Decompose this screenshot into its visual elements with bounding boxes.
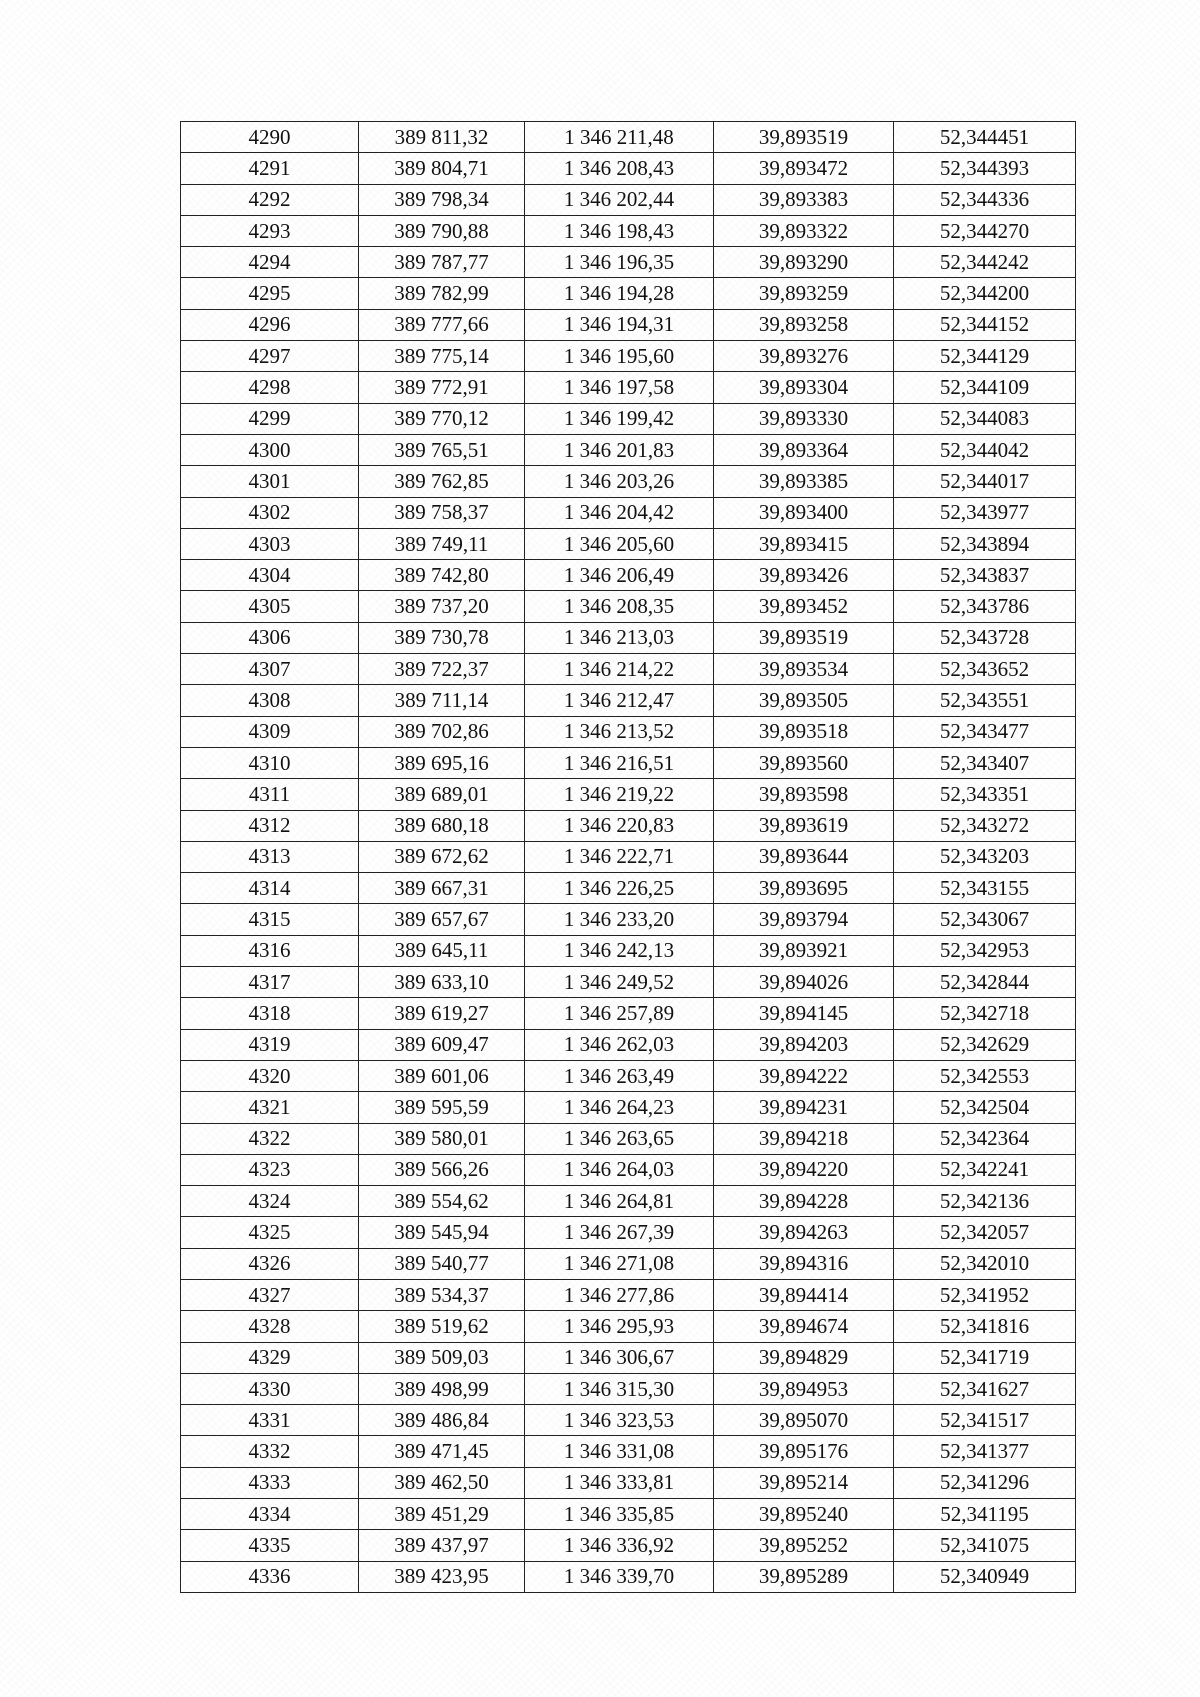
x-coordinate-cell: 389 758,37	[359, 497, 525, 528]
table-row	[181, 528, 1076, 559]
y-coordinate-cell: 1 346 219,22	[525, 779, 714, 810]
y-coordinate-cell: 1 346 263,49	[525, 1060, 714, 1091]
longitude-cell: 52,343652	[894, 654, 1076, 685]
point-number-cell: 4292	[181, 184, 359, 215]
x-coordinate-cell: 389 486,84	[359, 1405, 525, 1436]
latitude-cell: 39,893534	[714, 654, 894, 685]
latitude-cell: 39,894414	[714, 1279, 894, 1310]
latitude-cell: 39,893385	[714, 466, 894, 497]
table-row	[181, 1405, 1076, 1436]
x-coordinate-cell: 389 722,37	[359, 654, 525, 685]
point-number-cell: 4308	[181, 685, 359, 716]
x-coordinate-cell: 389 619,27	[359, 998, 525, 1029]
y-coordinate-cell: 1 346 306,67	[525, 1342, 714, 1373]
y-coordinate-cell: 1 346 208,35	[525, 591, 714, 622]
x-coordinate-cell: 389 498,99	[359, 1373, 525, 1404]
latitude-cell: 39,894231	[714, 1092, 894, 1123]
x-coordinate-cell: 389 777,66	[359, 309, 525, 340]
point-number-cell: 4320	[181, 1060, 359, 1091]
latitude-cell: 39,895070	[714, 1405, 894, 1436]
y-coordinate-cell: 1 346 213,52	[525, 716, 714, 747]
y-coordinate-cell: 1 346 194,28	[525, 278, 714, 309]
y-coordinate-cell: 1 346 208,43	[525, 153, 714, 184]
longitude-cell: 52,342010	[894, 1248, 1076, 1279]
table-row	[181, 1467, 1076, 1498]
y-coordinate-cell: 1 346 214,22	[525, 654, 714, 685]
point-number-cell: 4297	[181, 341, 359, 372]
x-coordinate-cell: 389 545,94	[359, 1217, 525, 1248]
table-row	[181, 779, 1076, 810]
longitude-cell: 52,344242	[894, 247, 1076, 278]
x-coordinate-cell: 389 554,62	[359, 1186, 525, 1217]
x-coordinate-cell: 389 702,86	[359, 716, 525, 747]
longitude-cell: 52,342241	[894, 1154, 1076, 1185]
point-number-cell: 4299	[181, 403, 359, 434]
table-row	[181, 904, 1076, 935]
x-coordinate-cell: 389 519,62	[359, 1311, 525, 1342]
table-row	[181, 153, 1076, 184]
y-coordinate-cell: 1 346 204,42	[525, 497, 714, 528]
point-number-cell: 4319	[181, 1029, 359, 1060]
latitude-cell: 39,894829	[714, 1342, 894, 1373]
point-number-cell: 4328	[181, 1311, 359, 1342]
x-coordinate-cell: 389 770,12	[359, 403, 525, 434]
latitude-cell: 39,893276	[714, 341, 894, 372]
y-coordinate-cell: 1 346 220,83	[525, 810, 714, 841]
point-number-cell: 4321	[181, 1092, 359, 1123]
latitude-cell: 39,894222	[714, 1060, 894, 1091]
latitude-cell: 39,894145	[714, 998, 894, 1029]
y-coordinate-cell: 1 346 202,44	[525, 184, 714, 215]
table-row	[181, 309, 1076, 340]
x-coordinate-cell: 389 711,14	[359, 685, 525, 716]
point-number-cell: 4318	[181, 998, 359, 1029]
x-coordinate-cell: 389 645,11	[359, 935, 525, 966]
y-coordinate-cell: 1 346 226,25	[525, 873, 714, 904]
x-coordinate-cell: 389 471,45	[359, 1436, 525, 1467]
table-row	[181, 873, 1076, 904]
table-row	[181, 1499, 1076, 1530]
latitude-cell: 39,894674	[714, 1311, 894, 1342]
latitude-cell: 39,893259	[714, 278, 894, 309]
longitude-cell: 52,343977	[894, 497, 1076, 528]
table-row	[181, 1530, 1076, 1561]
y-coordinate-cell: 1 346 222,71	[525, 841, 714, 872]
point-number-cell: 4309	[181, 716, 359, 747]
table-row	[181, 591, 1076, 622]
table-row	[181, 466, 1076, 497]
x-coordinate-cell: 389 633,10	[359, 967, 525, 998]
point-number-cell: 4302	[181, 497, 359, 528]
longitude-cell: 52,344109	[894, 372, 1076, 403]
coordinates-table-body	[181, 122, 1076, 1593]
table-row	[181, 654, 1076, 685]
latitude-cell: 39,893519	[714, 622, 894, 653]
table-row	[181, 1092, 1076, 1123]
x-coordinate-cell: 389 737,20	[359, 591, 525, 622]
longitude-cell: 52,342553	[894, 1060, 1076, 1091]
y-coordinate-cell: 1 346 233,20	[525, 904, 714, 935]
x-coordinate-cell: 389 772,91	[359, 372, 525, 403]
table-row	[181, 247, 1076, 278]
longitude-cell: 52,342953	[894, 935, 1076, 966]
point-number-cell: 4304	[181, 560, 359, 591]
table-row	[181, 1154, 1076, 1185]
latitude-cell: 39,893258	[714, 309, 894, 340]
x-coordinate-cell: 389 609,47	[359, 1029, 525, 1060]
x-coordinate-cell: 389 462,50	[359, 1467, 525, 1498]
x-coordinate-cell: 389 451,29	[359, 1499, 525, 1530]
latitude-cell: 39,893400	[714, 497, 894, 528]
y-coordinate-cell: 1 346 262,03	[525, 1029, 714, 1060]
table-row	[181, 434, 1076, 465]
latitude-cell: 39,894203	[714, 1029, 894, 1060]
y-coordinate-cell: 1 346 216,51	[525, 747, 714, 778]
x-coordinate-cell: 389 667,31	[359, 873, 525, 904]
point-number-cell: 4325	[181, 1217, 359, 1248]
table-row	[181, 184, 1076, 215]
y-coordinate-cell: 1 346 194,31	[525, 309, 714, 340]
table-row	[181, 841, 1076, 872]
table-row	[181, 1561, 1076, 1592]
y-coordinate-cell: 1 346 295,93	[525, 1311, 714, 1342]
table-row	[181, 967, 1076, 998]
table-row	[181, 1311, 1076, 1342]
longitude-cell: 52,342057	[894, 1217, 1076, 1248]
x-coordinate-cell: 389 423,95	[359, 1561, 525, 1592]
table-row	[181, 122, 1076, 153]
y-coordinate-cell: 1 346 242,13	[525, 935, 714, 966]
point-number-cell: 4332	[181, 1436, 359, 1467]
x-coordinate-cell: 389 787,77	[359, 247, 525, 278]
point-number-cell: 4336	[181, 1561, 359, 1592]
y-coordinate-cell: 1 346 323,53	[525, 1405, 714, 1436]
longitude-cell: 52,343203	[894, 841, 1076, 872]
point-number-cell: 4290	[181, 122, 359, 153]
x-coordinate-cell: 389 580,01	[359, 1123, 525, 1154]
x-coordinate-cell: 389 672,62	[359, 841, 525, 872]
point-number-cell: 4295	[181, 278, 359, 309]
point-number-cell: 4301	[181, 466, 359, 497]
latitude-cell: 39,893415	[714, 528, 894, 559]
y-coordinate-cell: 1 346 249,52	[525, 967, 714, 998]
latitude-cell: 39,893921	[714, 935, 894, 966]
latitude-cell: 39,893330	[714, 403, 894, 434]
point-number-cell: 4306	[181, 622, 359, 653]
x-coordinate-cell: 389 798,34	[359, 184, 525, 215]
table-row	[181, 403, 1076, 434]
longitude-cell: 52,343837	[894, 560, 1076, 591]
point-number-cell: 4329	[181, 1342, 359, 1373]
x-coordinate-cell: 389 811,32	[359, 122, 525, 153]
latitude-cell: 39,893644	[714, 841, 894, 872]
point-number-cell: 4330	[181, 1373, 359, 1404]
x-coordinate-cell: 389 566,26	[359, 1154, 525, 1185]
longitude-cell: 52,344270	[894, 215, 1076, 246]
y-coordinate-cell: 1 346 203,26	[525, 466, 714, 497]
table-row	[181, 372, 1076, 403]
point-number-cell: 4317	[181, 967, 359, 998]
table-row	[181, 747, 1076, 778]
y-coordinate-cell: 1 346 205,60	[525, 528, 714, 559]
longitude-cell: 52,344042	[894, 434, 1076, 465]
x-coordinate-cell: 389 695,16	[359, 747, 525, 778]
point-number-cell: 4313	[181, 841, 359, 872]
table-row	[181, 215, 1076, 246]
y-coordinate-cell: 1 346 206,49	[525, 560, 714, 591]
point-number-cell: 4293	[181, 215, 359, 246]
latitude-cell: 39,893304	[714, 372, 894, 403]
latitude-cell: 39,893472	[714, 153, 894, 184]
x-coordinate-cell: 389 790,88	[359, 215, 525, 246]
table-row	[181, 622, 1076, 653]
point-number-cell: 4310	[181, 747, 359, 778]
longitude-cell: 52,341952	[894, 1279, 1076, 1310]
y-coordinate-cell: 1 346 198,43	[525, 215, 714, 246]
table-row	[181, 998, 1076, 1029]
y-coordinate-cell: 1 346 315,30	[525, 1373, 714, 1404]
latitude-cell: 39,893290	[714, 247, 894, 278]
longitude-cell: 52,341195	[894, 1499, 1076, 1530]
x-coordinate-cell: 389 680,18	[359, 810, 525, 841]
longitude-cell: 52,342718	[894, 998, 1076, 1029]
longitude-cell: 52,344336	[894, 184, 1076, 215]
point-number-cell: 4314	[181, 873, 359, 904]
longitude-cell: 52,341816	[894, 1311, 1076, 1342]
x-coordinate-cell: 389 601,06	[359, 1060, 525, 1091]
y-coordinate-cell: 1 346 339,70	[525, 1561, 714, 1592]
longitude-cell: 52,343551	[894, 685, 1076, 716]
x-coordinate-cell: 389 749,11	[359, 528, 525, 559]
point-number-cell: 4315	[181, 904, 359, 935]
longitude-cell: 52,344152	[894, 309, 1076, 340]
y-coordinate-cell: 1 346 197,58	[525, 372, 714, 403]
latitude-cell: 39,894316	[714, 1248, 894, 1279]
longitude-cell: 52,342504	[894, 1092, 1076, 1123]
latitude-cell: 39,893695	[714, 873, 894, 904]
point-number-cell: 4305	[181, 591, 359, 622]
x-coordinate-cell: 389 762,85	[359, 466, 525, 497]
y-coordinate-cell: 1 346 263,65	[525, 1123, 714, 1154]
table-row	[181, 716, 1076, 747]
x-coordinate-cell: 389 509,03	[359, 1342, 525, 1373]
x-coordinate-cell: 389 765,51	[359, 434, 525, 465]
longitude-cell: 52,343786	[894, 591, 1076, 622]
latitude-cell: 39,893619	[714, 810, 894, 841]
latitude-cell: 39,893383	[714, 184, 894, 215]
y-coordinate-cell: 1 346 335,85	[525, 1499, 714, 1530]
longitude-cell: 52,341719	[894, 1342, 1076, 1373]
point-number-cell: 4296	[181, 309, 359, 340]
coordinates-table	[180, 121, 1076, 1593]
latitude-cell: 39,894228	[714, 1186, 894, 1217]
point-number-cell: 4331	[181, 1405, 359, 1436]
x-coordinate-cell: 389 437,97	[359, 1530, 525, 1561]
longitude-cell: 52,343351	[894, 779, 1076, 810]
longitude-cell: 52,344083	[894, 403, 1076, 434]
longitude-cell: 52,343407	[894, 747, 1076, 778]
point-number-cell: 4298	[181, 372, 359, 403]
longitude-cell: 52,342136	[894, 1186, 1076, 1217]
table-row	[181, 341, 1076, 372]
longitude-cell: 52,340949	[894, 1561, 1076, 1592]
table-row	[181, 278, 1076, 309]
y-coordinate-cell: 1 346 271,08	[525, 1248, 714, 1279]
latitude-cell: 39,895240	[714, 1499, 894, 1530]
y-coordinate-cell: 1 346 196,35	[525, 247, 714, 278]
y-coordinate-cell: 1 346 199,42	[525, 403, 714, 434]
longitude-cell: 52,343272	[894, 810, 1076, 841]
point-number-cell: 4326	[181, 1248, 359, 1279]
longitude-cell: 52,343894	[894, 528, 1076, 559]
table-row	[181, 1342, 1076, 1373]
point-number-cell: 4322	[181, 1123, 359, 1154]
x-coordinate-cell: 389 742,80	[359, 560, 525, 591]
longitude-cell: 52,344200	[894, 278, 1076, 309]
y-coordinate-cell: 1 346 333,81	[525, 1467, 714, 1498]
latitude-cell: 39,894953	[714, 1373, 894, 1404]
latitude-cell: 39,893322	[714, 215, 894, 246]
point-number-cell: 4327	[181, 1279, 359, 1310]
x-coordinate-cell: 389 782,99	[359, 278, 525, 309]
latitude-cell: 39,893426	[714, 560, 894, 591]
table-row	[181, 685, 1076, 716]
point-number-cell: 4300	[181, 434, 359, 465]
table-row	[181, 1060, 1076, 1091]
x-coordinate-cell: 389 775,14	[359, 341, 525, 372]
table-row	[181, 1436, 1076, 1467]
latitude-cell: 39,894218	[714, 1123, 894, 1154]
latitude-cell: 39,893560	[714, 747, 894, 778]
longitude-cell: 52,343477	[894, 716, 1076, 747]
y-coordinate-cell: 1 346 331,08	[525, 1436, 714, 1467]
y-coordinate-cell: 1 346 264,23	[525, 1092, 714, 1123]
latitude-cell: 39,893519	[714, 122, 894, 153]
y-coordinate-cell: 1 346 257,89	[525, 998, 714, 1029]
longitude-cell: 52,343728	[894, 622, 1076, 653]
point-number-cell: 4311	[181, 779, 359, 810]
latitude-cell: 39,895214	[714, 1467, 894, 1498]
table-row	[181, 810, 1076, 841]
longitude-cell: 52,342364	[894, 1123, 1076, 1154]
latitude-cell: 39,893598	[714, 779, 894, 810]
point-number-cell: 4335	[181, 1530, 359, 1561]
table-row	[181, 1279, 1076, 1310]
table-row	[181, 1373, 1076, 1404]
y-coordinate-cell: 1 346 212,47	[525, 685, 714, 716]
y-coordinate-cell: 1 346 277,86	[525, 1279, 714, 1310]
x-coordinate-cell: 389 534,37	[359, 1279, 525, 1310]
longitude-cell: 52,341075	[894, 1530, 1076, 1561]
table-row	[181, 497, 1076, 528]
point-number-cell: 4334	[181, 1499, 359, 1530]
point-number-cell: 4333	[181, 1467, 359, 1498]
longitude-cell: 52,343067	[894, 904, 1076, 935]
point-number-cell: 4294	[181, 247, 359, 278]
longitude-cell: 52,341377	[894, 1436, 1076, 1467]
latitude-cell: 39,893452	[714, 591, 894, 622]
table-row	[181, 560, 1076, 591]
latitude-cell: 39,893518	[714, 716, 894, 747]
longitude-cell: 52,344017	[894, 466, 1076, 497]
table-row	[181, 1186, 1076, 1217]
table-row	[181, 1029, 1076, 1060]
latitude-cell: 39,893794	[714, 904, 894, 935]
longitude-cell: 52,344451	[894, 122, 1076, 153]
longitude-cell: 52,342629	[894, 1029, 1076, 1060]
latitude-cell: 39,894220	[714, 1154, 894, 1185]
table-row	[181, 1123, 1076, 1154]
y-coordinate-cell: 1 346 264,03	[525, 1154, 714, 1185]
table-row	[181, 1217, 1076, 1248]
y-coordinate-cell: 1 346 267,39	[525, 1217, 714, 1248]
x-coordinate-cell: 389 804,71	[359, 153, 525, 184]
x-coordinate-cell: 389 657,67	[359, 904, 525, 935]
longitude-cell: 52,341627	[894, 1373, 1076, 1404]
point-number-cell: 4324	[181, 1186, 359, 1217]
latitude-cell: 39,895176	[714, 1436, 894, 1467]
longitude-cell: 52,341296	[894, 1467, 1076, 1498]
y-coordinate-cell: 1 346 201,83	[525, 434, 714, 465]
x-coordinate-cell: 389 595,59	[359, 1092, 525, 1123]
x-coordinate-cell: 389 730,78	[359, 622, 525, 653]
point-number-cell: 4312	[181, 810, 359, 841]
x-coordinate-cell: 389 540,77	[359, 1248, 525, 1279]
y-coordinate-cell: 1 346 195,60	[525, 341, 714, 372]
longitude-cell: 52,341517	[894, 1405, 1076, 1436]
longitude-cell: 52,342844	[894, 967, 1076, 998]
x-coordinate-cell: 389 689,01	[359, 779, 525, 810]
table-row	[181, 935, 1076, 966]
y-coordinate-cell: 1 346 336,92	[525, 1530, 714, 1561]
point-number-cell: 4323	[181, 1154, 359, 1185]
latitude-cell: 39,895289	[714, 1561, 894, 1592]
longitude-cell: 52,343155	[894, 873, 1076, 904]
table-row	[181, 1248, 1076, 1279]
y-coordinate-cell: 1 346 213,03	[525, 622, 714, 653]
longitude-cell: 52,344129	[894, 341, 1076, 372]
latitude-cell: 39,893364	[714, 434, 894, 465]
latitude-cell: 39,893505	[714, 685, 894, 716]
point-number-cell: 4316	[181, 935, 359, 966]
latitude-cell: 39,894026	[714, 967, 894, 998]
y-coordinate-cell: 1 346 264,81	[525, 1186, 714, 1217]
longitude-cell: 52,344393	[894, 153, 1076, 184]
latitude-cell: 39,894263	[714, 1217, 894, 1248]
point-number-cell: 4291	[181, 153, 359, 184]
y-coordinate-cell: 1 346 211,48	[525, 122, 714, 153]
point-number-cell: 4303	[181, 528, 359, 559]
point-number-cell: 4307	[181, 654, 359, 685]
latitude-cell: 39,895252	[714, 1530, 894, 1561]
